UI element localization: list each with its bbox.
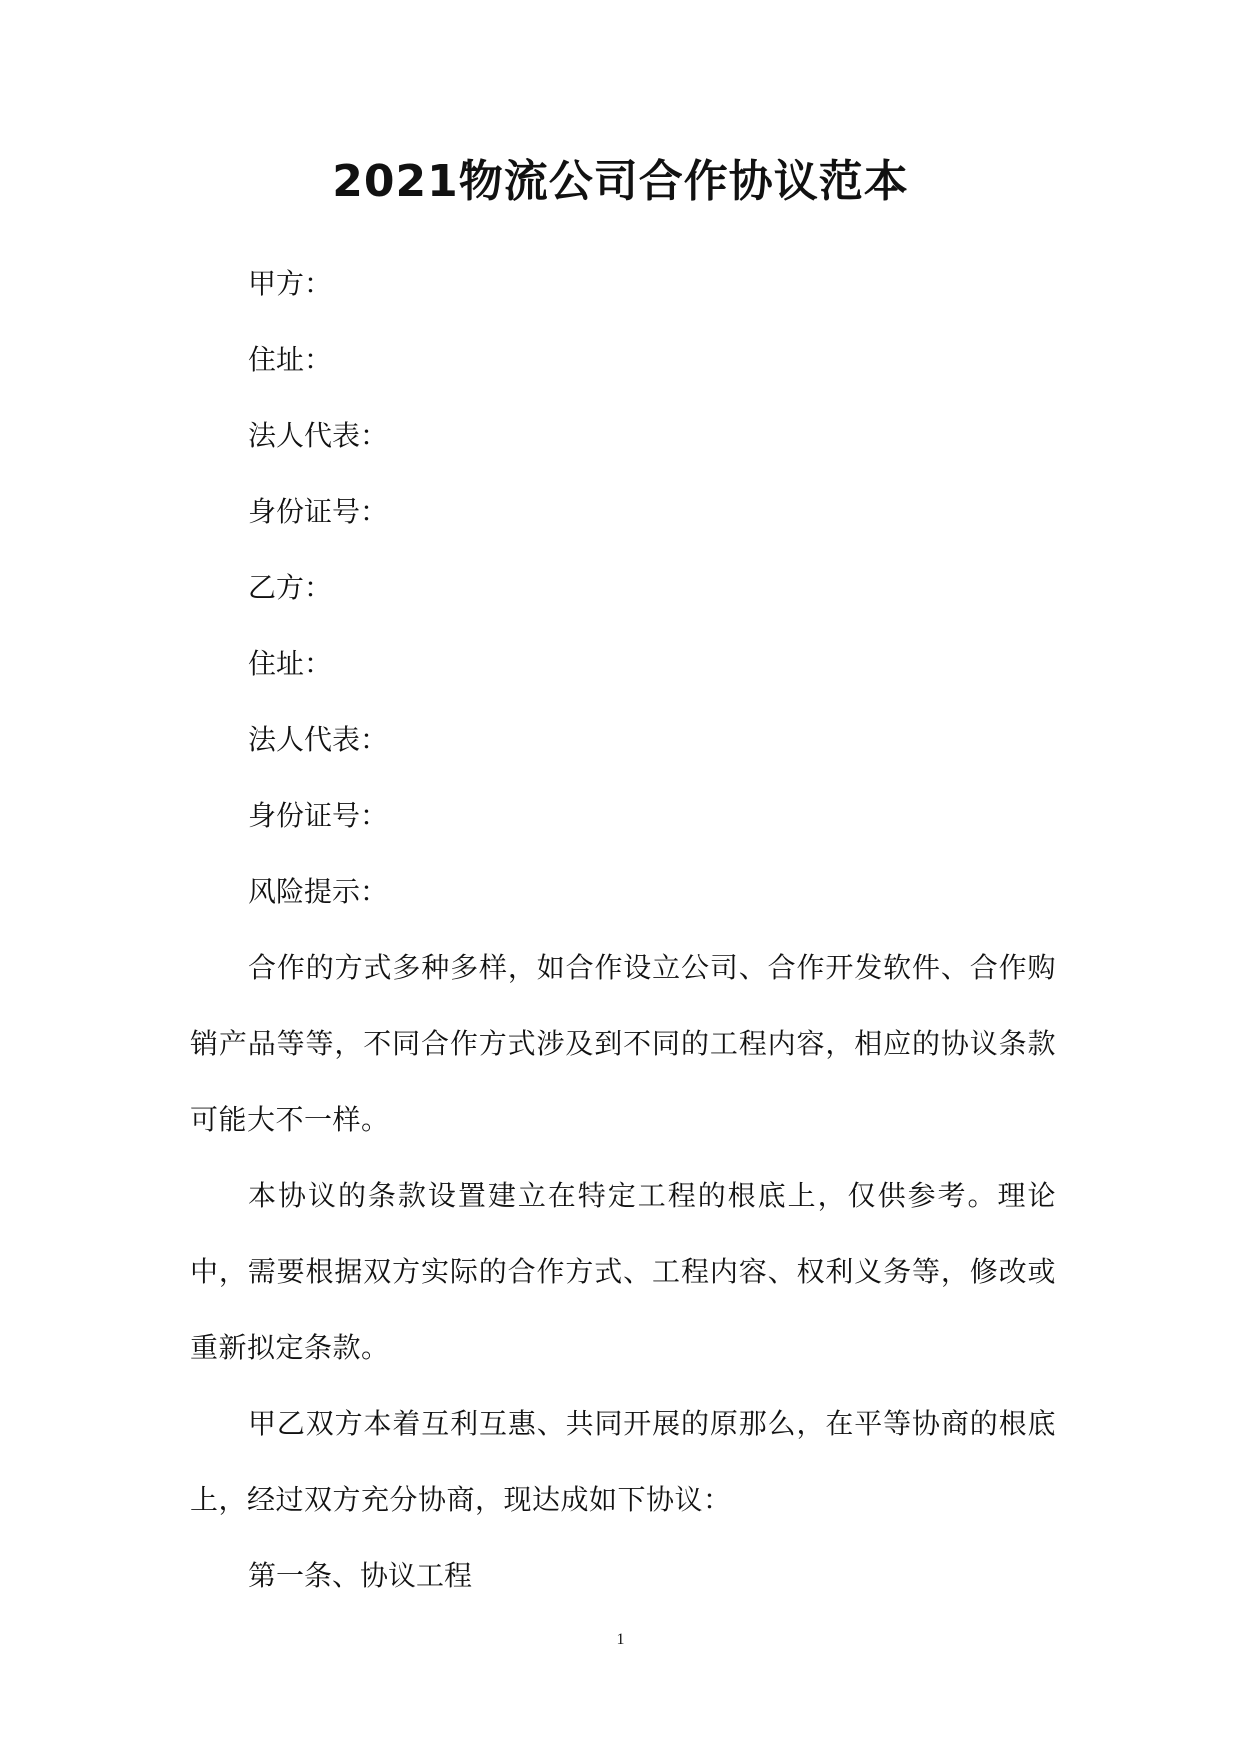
party-b-address-label: 住址： — [248, 647, 333, 680]
party-a-address-label: 住址： — [248, 343, 333, 376]
party-a-label: 甲方： — [248, 267, 333, 300]
article-one-heading: 第一条、协议工程 — [248, 1559, 473, 1592]
party-b-id-number-label: 身份证号： — [248, 799, 389, 832]
party-b-label: 乙方： — [248, 571, 333, 604]
party-b-legal-representative-label: 法人代表： — [248, 723, 389, 756]
party-a-id-number-label: 身份证号： — [248, 495, 389, 528]
reference-note-paragraph: 本协议的条款设置建立在特定工程的根底上，仅供参考。理论中，需要根据双方实际的合作方式、工程内容、权利义务等，修改或重新拟定条款。 — [190, 1179, 1056, 1364]
document-title: 2021物流公司合作协议范本 — [332, 156, 909, 207]
page-number: 1 — [616, 1631, 625, 1648]
cooperation-methods-paragraph: 合作的方式多种多样，如合作设立公司、合作开发软件、合作购销产品等等，不同合作方式涉及到不同的工程内容，相应的协议条款可能大不一样。 — [190, 951, 1056, 1136]
risk-warning-label: 风险提示： — [248, 875, 389, 908]
party-a-legal-representative-label: 法人代表： — [248, 419, 389, 452]
agreement-intro-paragraph: 甲乙双方本着互利互惠、共同开展的原那么，在平等协商的根底上，经过双方充分协商，现达成如下协议： — [190, 1407, 1056, 1516]
